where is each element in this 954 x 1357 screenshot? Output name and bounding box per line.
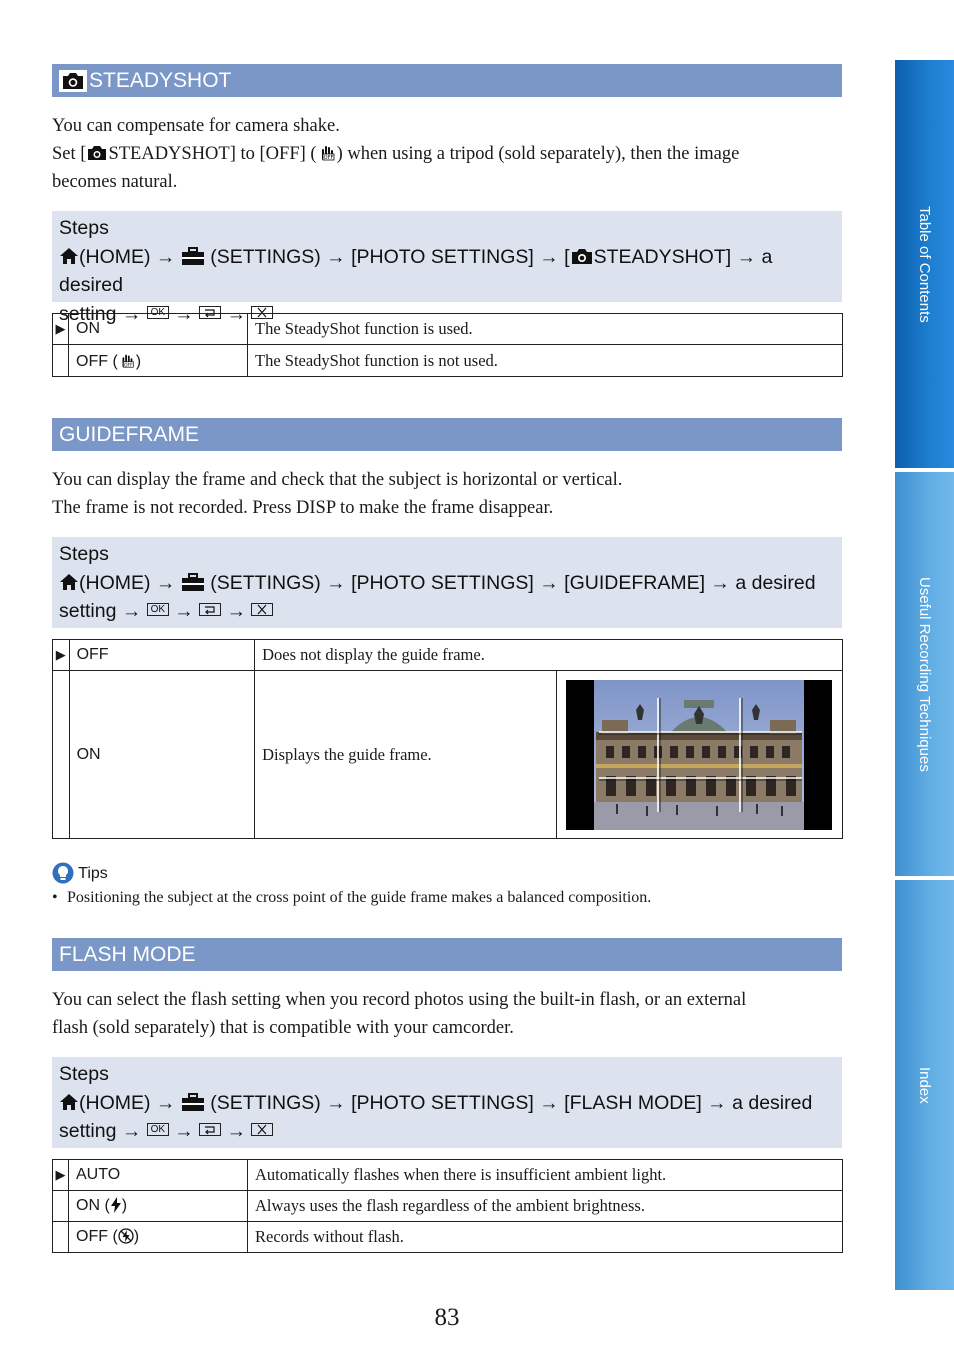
home-icon (59, 572, 79, 592)
intro-line: You can compensate for camera shake. (52, 116, 340, 136)
sidebar-tab-index[interactable] (895, 880, 954, 1290)
ok-key-icon: OK (147, 603, 169, 616)
option-key: AUTO (69, 1160, 248, 1191)
flash-off-icon (118, 1228, 134, 1244)
steps-path (59, 597, 835, 626)
option-desc: The SteadyShot function is used. (248, 314, 843, 345)
steadyshot-off-icon (118, 351, 136, 369)
default-marker-icon: ▶ (53, 640, 70, 671)
steadyshot-steps (52, 211, 842, 325)
intro-line: You can display the frame and check that the subject is horizontal or vertical. (52, 470, 623, 490)
steps-text: (HOME) → (79, 571, 181, 594)
table-row (53, 1222, 843, 1253)
steps-text: (HOME) → (79, 245, 181, 268)
table-row (53, 1191, 843, 1222)
arrow: → (226, 302, 247, 325)
close-key-icon (251, 603, 273, 616)
sidebar-tab-useful-recording-techniques[interactable] (895, 472, 954, 876)
svg-text:OFF: OFF (123, 362, 133, 368)
steps-text: (SETTINGS) → [PHOTO SETTINGS] → [GUIDEFRAME] → a desired (204, 571, 816, 594)
flash-steps (52, 1057, 842, 1148)
settings-toolbox-icon (181, 1092, 205, 1112)
steps-label: Steps (59, 1063, 109, 1085)
tip-text: Positioning the subject at the cross point of the guide frame makes a balanced composition. (67, 889, 652, 906)
flash-options-table (52, 1159, 843, 1253)
steps-text: (SETTINGS) → [PHOTO SETTINGS] → [ (204, 245, 570, 268)
option-key: ON ( ) (69, 1191, 248, 1222)
steps-path (59, 569, 835, 598)
section-title-text: FLASH MODE (59, 942, 196, 966)
home-icon (59, 1092, 79, 1112)
intro-line (52, 140, 842, 168)
ok-key-icon: OK (147, 306, 169, 319)
home-icon (59, 246, 79, 266)
option-desc: Always uses the flash regardless of the ambient brightness. (248, 1191, 843, 1222)
steps-text: (HOME) → (79, 1091, 181, 1114)
camera-icon (570, 246, 594, 266)
arrow: → (174, 302, 194, 325)
steps-path (59, 243, 835, 300)
steps-text: setting → (59, 600, 142, 622)
marker-cell (53, 1191, 69, 1222)
guideframe-example-image (566, 680, 832, 830)
default-marker-icon: ▶ (53, 1160, 69, 1191)
steps-text: setting → (59, 1120, 142, 1142)
marker-cell (53, 671, 70, 839)
intro-line: The frame is not recorded. Press DISP to make the frame disappear. (52, 498, 554, 518)
option-key: OFF (69, 640, 255, 671)
page-number: 83 (434, 1304, 460, 1331)
guideframe-intro (52, 466, 842, 522)
return-key-icon (199, 1123, 221, 1136)
intro-text: ) when using a tripod (sold separately), then the image (336, 144, 740, 164)
table-row (53, 345, 843, 377)
flash-intro (52, 986, 842, 1042)
steadyshot-intro (52, 112, 842, 196)
list-item: • Positioning the subject at the cross point of the guide frame makes a balanced composition. (52, 889, 652, 906)
intro-text: STEADYSHOT] to [OFF] ( (108, 144, 317, 164)
option-desc: Records without flash. (248, 1222, 843, 1253)
flash-on-icon (110, 1197, 122, 1213)
tips-header (52, 862, 108, 884)
arrow: → (174, 1120, 194, 1142)
option-key: ON (69, 314, 248, 345)
arrow: → (174, 600, 194, 622)
intro-text: Set [ (52, 144, 87, 164)
guideframe-options-table (52, 639, 843, 839)
section-title-steadyshot (52, 64, 842, 97)
steps-label: Steps (59, 217, 109, 239)
option-desc: Automatically flashes when there is insufficient ambient light. (248, 1160, 843, 1191)
table-row (53, 314, 843, 345)
option-desc: Displays the guide frame. (255, 671, 557, 839)
tips-label: Tips (78, 865, 108, 882)
steps-text: setting → (59, 302, 142, 325)
marker-cell (53, 345, 69, 377)
table-row (53, 671, 843, 839)
steps-label: Steps (59, 543, 109, 565)
camera-icon (59, 70, 87, 92)
guideframe-image-cell (556, 671, 842, 839)
option-key: OFF ( OFF ) (69, 345, 248, 377)
sidebar-tab-label: Useful Recording Techniques (916, 576, 933, 772)
intro-line: flash (sold separately) that is compatible with your camcorder. (52, 1018, 514, 1038)
section-title-flash-mode (52, 938, 842, 971)
default-marker-icon: ▶ (53, 314, 69, 345)
arrow: → (226, 1120, 247, 1142)
return-key-icon (199, 603, 221, 616)
intro-line: You can select the flash setting when you record photos using the built-in flash, or an external (52, 990, 747, 1010)
sidebar-tab-label: Table of Contents (916, 205, 933, 323)
steps-text: STEADYSHOT] → a desired (59, 245, 773, 296)
steps-path (59, 1089, 835, 1118)
section-title-guideframe (52, 418, 842, 451)
table-row (53, 640, 843, 671)
arrow: → (226, 600, 247, 622)
steadyshot-options-table (52, 313, 843, 377)
section-title-text: STEADYSHOT (89, 68, 232, 92)
steadyshot-off-icon (317, 142, 337, 162)
steps-text: (SETTINGS) → [PHOTO SETTINGS] → [FLASH MODE] → a desired (204, 1091, 813, 1114)
tips-list (52, 887, 842, 909)
option-key: ON (69, 671, 255, 839)
section-title-text: GUIDEFRAME (59, 422, 200, 446)
sidebar-tab-table-of-contents[interactable] (895, 60, 954, 468)
option-desc: Does not display the guide frame. (255, 640, 843, 671)
marker-cell (53, 1222, 69, 1253)
settings-toolbox-icon (181, 246, 205, 266)
guideframe-steps (52, 537, 842, 628)
steps-path (59, 1117, 835, 1146)
lightbulb-icon (52, 862, 74, 884)
svg-text:OFF: OFF (323, 155, 333, 161)
settings-toolbox-icon (181, 572, 205, 592)
camera-icon (86, 144, 108, 162)
intro-line: becomes natural. (52, 172, 178, 192)
option-desc: The SteadyShot function is not used. (248, 345, 843, 377)
option-key: OFF ( ) (69, 1222, 248, 1253)
ok-key-icon: OK (147, 1123, 169, 1136)
close-key-icon (251, 1123, 273, 1136)
sidebar-tab-label: Index (916, 1066, 933, 1104)
table-row (53, 1160, 843, 1191)
